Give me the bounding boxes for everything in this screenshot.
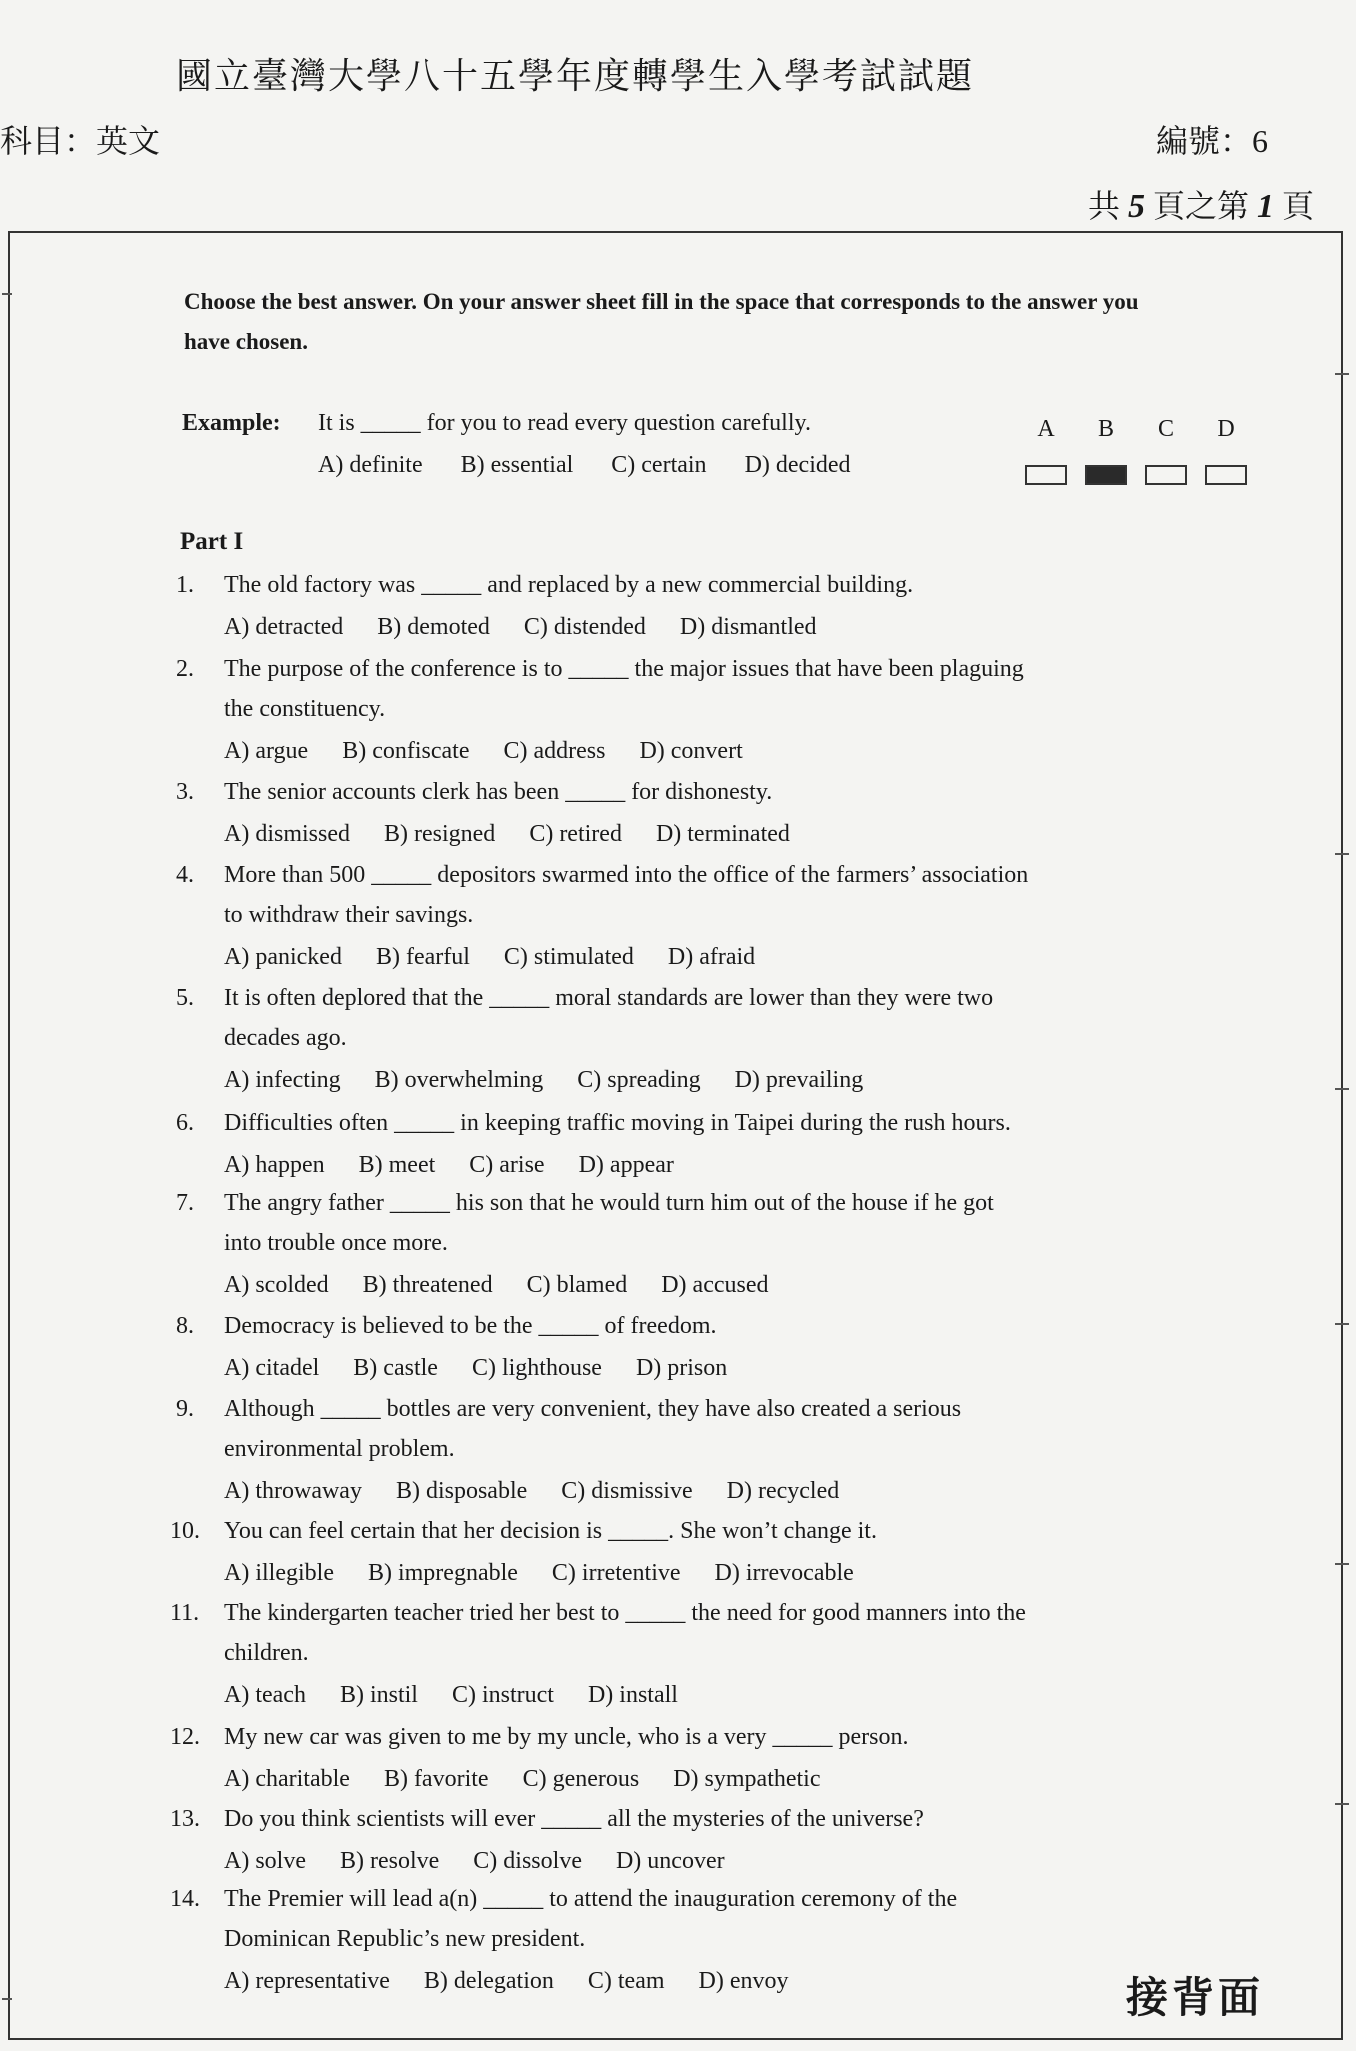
question-stem-continued: children. (224, 1640, 309, 1666)
question-number: 11. (170, 1600, 200, 1626)
question-options (224, 944, 755, 971)
question-number: 3. (176, 779, 194, 805)
page-suffix: 頁 (1282, 188, 1315, 224)
answer-option: C) irretentive (551, 1560, 681, 1586)
part-label: Part I (180, 528, 244, 555)
answer-option: A) scolded (224, 1272, 329, 1298)
question-options (224, 1152, 674, 1179)
question-stem: The kindergarten teacher tried her best to _____ the need for good manners into the (224, 1600, 1026, 1626)
question-number: 10. (170, 1518, 200, 1544)
answer-option: A) happen (224, 1152, 325, 1178)
answer-option: B) demoted (377, 614, 490, 640)
answer-option: A) representative (224, 1968, 390, 1994)
answer-option: D) sympathetic (673, 1766, 821, 1792)
answer-option: A) solve (224, 1848, 306, 1874)
answer-letter: B (1097, 416, 1114, 442)
answer-option: C) retired (529, 821, 622, 847)
question-stem-continued: to withdraw their savings. (224, 902, 474, 928)
example-option: D) decided (744, 452, 851, 478)
answer-option: C) spreading (577, 1067, 701, 1093)
answer-option: A) argue (224, 738, 309, 764)
question-options (224, 1067, 863, 1094)
question-stem: The old factory was _____ and replaced by a new commercial building. (224, 572, 914, 598)
answer-option: D) irrevocable (714, 1560, 854, 1586)
margin-tick (2, 1998, 12, 2000)
question-options (224, 1478, 839, 1505)
question-stem: Difficulties often _____ in keeping traffic moving in Taipei during the rush hours. (224, 1110, 1011, 1136)
answer-option: A) detracted (224, 614, 344, 640)
answer-option: D) install (587, 1682, 678, 1708)
answer-option: A) throwaway (224, 1478, 362, 1504)
answer-box-b (1085, 465, 1127, 485)
question-options (224, 614, 817, 641)
answer-option: C) address (503, 738, 606, 764)
question-stem: My new car was given to me by my uncle, who is a very _____ person. (224, 1724, 909, 1750)
answer-option: A) infecting (224, 1067, 341, 1093)
question-number: 8. (176, 1313, 194, 1339)
answer-option: A) charitable (224, 1766, 350, 1792)
question-number: 9. (176, 1396, 194, 1422)
instructions: Choose the best answer. On your answer sheet fill in the space that corresponds to the answer you have chosen. (184, 289, 1139, 354)
answer-option: D) convert (639, 738, 743, 764)
answer-option: D) appear (578, 1152, 674, 1178)
answer-option: C) stimulated (503, 944, 634, 970)
question-number: 2. (176, 656, 194, 682)
answer-option: A) dismissed (224, 821, 350, 847)
answer-option: C) dismissive (561, 1478, 693, 1504)
question-options (224, 1766, 821, 1793)
answer-box-d (1205, 465, 1247, 485)
answer-option: D) prison (635, 1355, 728, 1381)
question-number: 5. (176, 985, 194, 1011)
answer-letter: A (1037, 416, 1055, 442)
margin-tick (1335, 1323, 1349, 1325)
answer-letters (1016, 416, 1256, 443)
example-stem: It is _____ for you to read every question carefully. (318, 410, 811, 436)
margin-tick (1335, 1803, 1349, 1805)
answer-option: C) team (587, 1968, 665, 1994)
question-options (224, 1355, 727, 1382)
question-stem: The purpose of the conference is to _____ the major issues that have been plaguing (224, 656, 1024, 682)
answer-option: D) envoy (698, 1968, 789, 1994)
answer-box-c (1145, 465, 1187, 485)
answer-option: D) accused (661, 1272, 769, 1298)
question-stem-continued: Dominican Republic’s new president. (224, 1926, 586, 1952)
question-number: 14. (170, 1886, 200, 1912)
answer-boxes (1016, 465, 1256, 485)
question-number: 12. (170, 1724, 200, 1750)
question-stem: Democracy is believed to be the _____ of freedom. (224, 1313, 717, 1339)
question-options (224, 1560, 854, 1587)
page-mid: 頁之第 (1153, 188, 1250, 224)
answer-letter: C (1157, 416, 1174, 442)
question-stem-continued: decades ago. (224, 1025, 347, 1051)
question-options (224, 1848, 725, 1875)
page-info (1088, 181, 1314, 227)
answer-option: A) citadel (224, 1355, 320, 1381)
answer-option: A) illegible (224, 1560, 334, 1586)
answer-option: B) disposable (395, 1478, 528, 1504)
question-number: 6. (176, 1110, 194, 1136)
answer-option: B) resolve (339, 1848, 440, 1874)
subject-label: 科目：英文 (0, 123, 161, 159)
question-options (224, 821, 790, 848)
page-prefix: 共 (1088, 188, 1121, 224)
question-stem: More than 500 _____ depositors swarmed into the office of the farmers’ association (224, 862, 1029, 888)
question-stem-continued: the constituency. (224, 696, 386, 722)
question-stem: The Premier will lead a(n) _____ to attend the inauguration ceremony of the (224, 1886, 958, 1912)
page-current: 1 (1257, 188, 1275, 225)
question-stem: The senior accounts clerk has been _____ for dishonesty. (224, 779, 773, 805)
question-stem: The angry father _____ his son that he would turn him out of the house if he got (224, 1190, 994, 1216)
margin-tick (1335, 853, 1349, 855)
margin-tick (1335, 1563, 1349, 1565)
continue-on-back: 接背面 (1126, 1976, 1265, 2022)
answer-option: B) threatened (362, 1272, 493, 1298)
answer-option: C) instruct (451, 1682, 554, 1708)
answer-option: C) distended (523, 614, 646, 640)
page-total: 5 (1128, 188, 1146, 225)
answer-option: B) resigned (384, 821, 496, 847)
question-options (224, 738, 743, 765)
answer-option: B) castle (353, 1355, 438, 1381)
question-stem-continued: environmental problem. (224, 1436, 455, 1462)
exam-code: 編號：6 (1156, 123, 1269, 159)
question-stem: You can feel certain that her decision is _____. She won’t change it. (224, 1518, 877, 1544)
answer-option: B) impregnable (367, 1560, 518, 1586)
answer-option: C) blamed (526, 1272, 628, 1298)
margin-tick (1335, 373, 1349, 375)
example-option: C) certain (611, 452, 707, 478)
question-options (224, 1272, 769, 1299)
answer-option: B) delegation (423, 1968, 554, 1994)
question-stem: Do you think scientists will ever _____ all the mysteries of the universe? (224, 1806, 924, 1832)
question-number: 1. (176, 572, 194, 598)
question-options (224, 1968, 789, 1995)
page-title: 國立臺灣大學八十五學年度轉學生入學考試試題 (176, 56, 975, 96)
answer-option: B) overwhelming (374, 1067, 544, 1093)
question-stem: Although _____ bottles are very convenient, they have also created a serious (224, 1396, 962, 1422)
answer-option: B) confiscate (342, 738, 470, 764)
answer-option: B) meet (358, 1152, 436, 1178)
answer-letter: D (1217, 416, 1235, 442)
answer-option: C) lighthouse (471, 1355, 602, 1381)
answer-option: B) fearful (375, 944, 470, 970)
answer-option: A) teach (224, 1682, 306, 1708)
example-option: A) definite (318, 452, 423, 478)
margin-tick (2, 293, 12, 295)
answer-option: D) recycled (726, 1478, 840, 1504)
answer-option: B) instil (339, 1682, 418, 1708)
question-stem-continued: into trouble once more. (224, 1230, 448, 1256)
example-label: Example: (182, 410, 281, 436)
answer-option: B) favorite (383, 1766, 489, 1792)
question-number: 13. (170, 1806, 200, 1832)
answer-option: D) prevailing (734, 1067, 864, 1093)
answer-option: C) arise (469, 1152, 545, 1178)
example-option: B) essential (460, 452, 574, 478)
example-options (318, 452, 851, 479)
answer-option: D) uncover (615, 1848, 725, 1874)
question-stem: It is often deplored that the _____ moral standards are lower than they were two (224, 985, 994, 1011)
answer-option: D) afraid (667, 944, 756, 970)
answer-option: A) panicked (224, 944, 342, 970)
answer-option: C) dissolve (473, 1848, 582, 1874)
question-number: 7. (176, 1190, 194, 1216)
margin-tick (1335, 1088, 1349, 1090)
answer-option: C) generous (522, 1766, 640, 1792)
answer-box-a (1025, 465, 1067, 485)
question-number: 4. (176, 862, 194, 888)
answer-option: D) terminated (655, 821, 790, 847)
answer-option: D) dismantled (679, 614, 817, 640)
question-options (224, 1682, 678, 1709)
